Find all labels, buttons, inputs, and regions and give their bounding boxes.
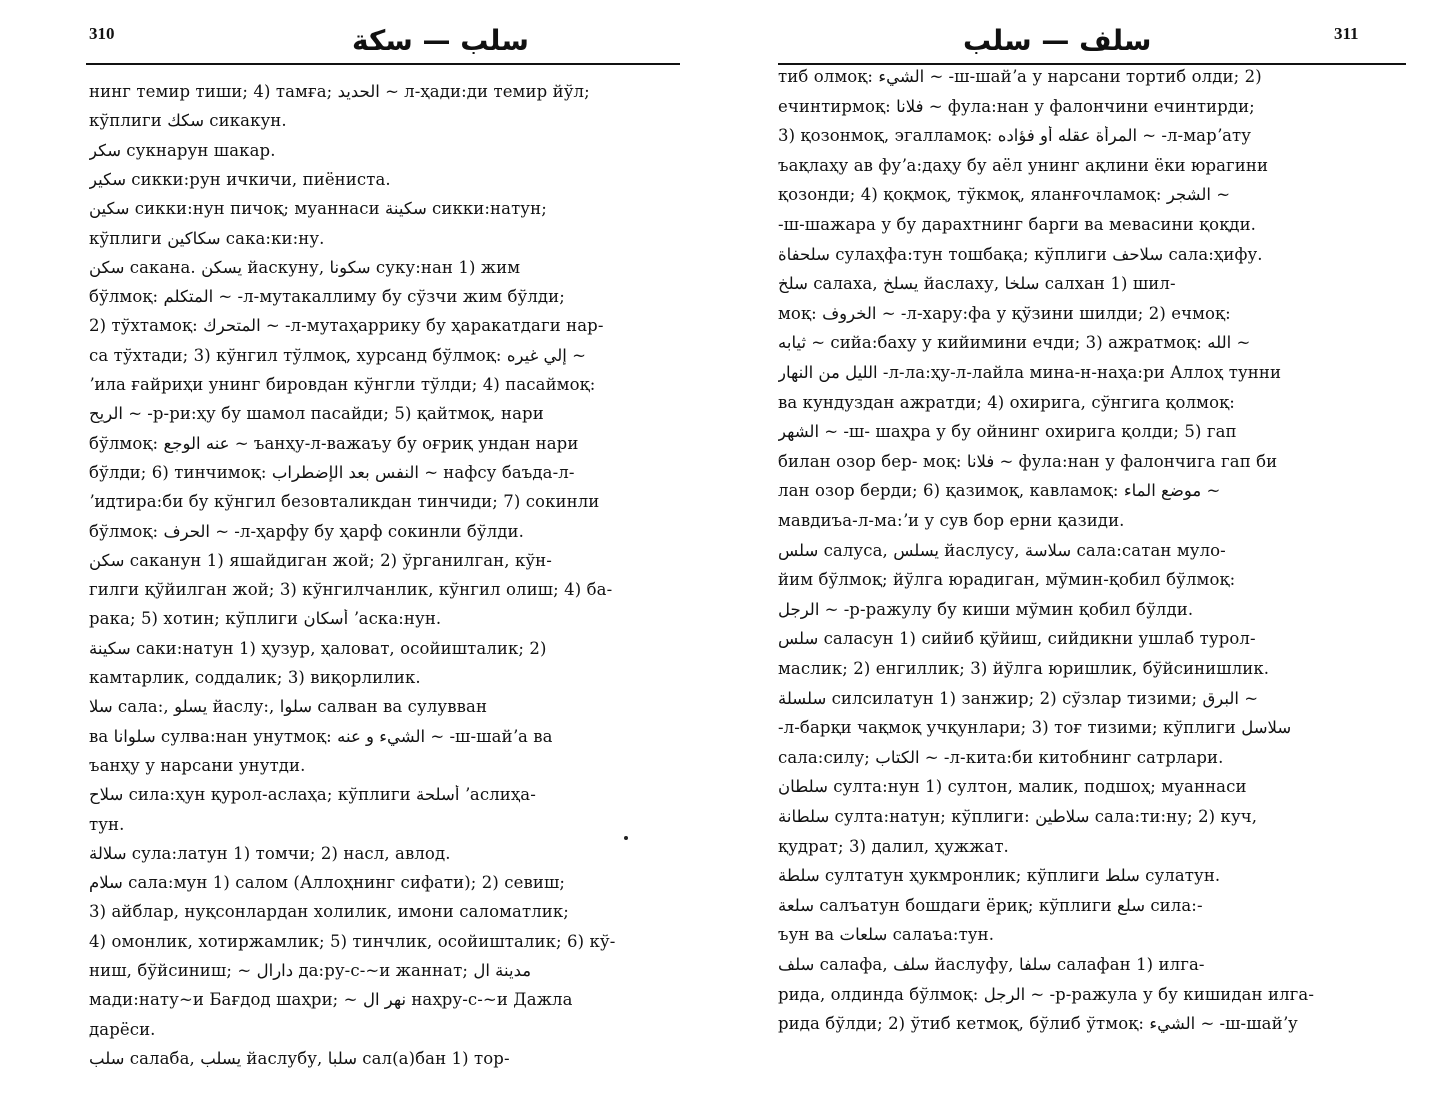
text-line: билан озор бер- моқ: فلانا ~ фула:нан у фалончига гап би bbox=[778, 451, 1278, 471]
text-line: дарёси. bbox=[89, 1019, 156, 1039]
text-line: سكينة саки:натун 1) ҳузур, ҳаловат, осойишталик; 2) bbox=[89, 638, 547, 658]
text-line: сала:силу; الكتاب ~ -л-кита:би китобнинг сатрлари. bbox=[778, 747, 1224, 767]
text-line: ъун ва سلعات салаъа:тун. bbox=[778, 925, 995, 945]
text-line: мавдиъа-л-ма:ʼи у сув бор ерни қазиди. bbox=[778, 511, 1125, 530]
text-line: سلعة салъатун бошдаги ёриқ; кўплиги سلع сила:- bbox=[778, 895, 1203, 915]
text-line: ъанҳу у нарсани унутди. bbox=[89, 755, 306, 775]
text-line: лан озор берди; 6) қазимоқ, кавламоқ: موضع الماء ~ bbox=[778, 481, 1221, 501]
text-line: سلس саласун 1) сийиб қўйиш, сийдикни ушлаб турол- bbox=[778, 629, 1256, 649]
text-line: камтарлик, соддалик; 3) виқорлилик. bbox=[89, 668, 421, 687]
text-line: са тўхтади; 3) кўнгил тўлмоқ, хурсанд бўлмоқ: إلي غيره ~ bbox=[89, 345, 586, 365]
text-column bbox=[778, 67, 1408, 1097]
text-line: маслик; 2) енгиллик; 3) йўлга юришлик, бўйсинишлик. bbox=[778, 659, 1270, 678]
text-line: الشهر ~ -ш- шаҳра у бу ойнинг охирига қолди; 5) гап bbox=[778, 422, 1237, 442]
text-line: سكير сикки:рун ичкичи, пиёниста. bbox=[89, 169, 391, 189]
text-line: ва سلوانا сулва:нан унутмоқ: الشيء و عنه ~ -ш-шайʼа ва bbox=[89, 726, 553, 746]
text-line: سلطانة султа:натун; кўплиги: سلاطين сала:ти:ну; 2) куч, bbox=[778, 807, 1258, 826]
text-line: سكين сикки:нун пичоқ; муаннаси سكينة сикки:натун; bbox=[89, 199, 547, 219]
page-number: 311 bbox=[1334, 24, 1359, 43]
text-line: سلطان султа:нун 1) султон, малик, подшоҳ; муаннаси bbox=[778, 777, 1247, 797]
text-line: 3) айблар, нуқсонлардан холилик, имони саломатлик; bbox=[89, 902, 569, 922]
text-line: سلف салафа, سلف йаслуфу, سلفا салафан 1) илга- bbox=[778, 955, 1205, 974]
running-head: سلب — سكة bbox=[352, 24, 529, 57]
text-line: 3) қозонмоқ, эгалламоқ: المرأة عقله أو فؤاده ~ -л-марʼату bbox=[778, 126, 1252, 146]
text-line: нинг темир тиши; 4) тамға; الحديد ~ л-ҳади:ди темир йўл; bbox=[89, 82, 590, 101]
ink-speck bbox=[624, 836, 628, 840]
text-line: الريح ~ -р-ри:ҳу бу шамол пасайди; 5) қайтмоқ, нари bbox=[89, 404, 544, 424]
text-line: الرجل ~ -р-ражулу бу киши мўмин қобил бўлди. bbox=[778, 599, 1194, 619]
text-line: ва кундуздан ажратди; 4) охирига, сўнгига қолмоқ: bbox=[778, 392, 1235, 412]
page-number: 310 bbox=[89, 24, 115, 43]
text-line: سلام сала:мун 1) салом (Аллоҳнинг сифати); 2) севиш; bbox=[89, 873, 566, 893]
text-column bbox=[89, 82, 677, 1092]
text-line: 2) тўхтамоқ: المتحرك ~ -л-мутаҳаррику бу ҳаракатдаги нар- bbox=[89, 316, 604, 336]
text-line: سلس салуса, يسلس йаслусу, سلاسة сала:сатан муло- bbox=[778, 540, 1226, 560]
text-line: سلالة сула:латун 1) томчи; 2) насл, авлод. bbox=[89, 843, 451, 863]
text-line: سكر сукнарун шакар. bbox=[89, 140, 276, 160]
text-line: سكن сакана. يسكن йаскуну, سكونا суку:нан 1) жим bbox=[89, 257, 521, 277]
text-line: бўлмоқ: المتكلم ~ -л-мутакаллиму бу сўзчи жим бўлди; bbox=[89, 287, 565, 307]
text-line: سلسلة силсилатун 1) занжир; 2) сўзлар тизими; البرق ~ bbox=[778, 688, 1259, 708]
text-line: ъақлаҳу ав фуʼа:даҳу бу аёл унинг ақлини ёки юрагини bbox=[778, 155, 1269, 175]
text-line: қудрат; 3) далил, ҳужжат. bbox=[778, 836, 1009, 856]
text-line: سلا сала:, يسلو йаслу:, سلوا салван ва сулувван bbox=[89, 697, 488, 717]
text-line: қозонди; 4) қоқмоқ, тўкмоқ, яланғочламоқ: الشجر ~ bbox=[778, 185, 1231, 205]
text-line: 4) омонлик, хотиржамлик; 5) тинчлик, осойишталик; 6) кў- bbox=[89, 931, 616, 951]
text-line: гилги қўйилган жой; 3) кўнгилчанлик, кўнгил олиш; 4) ба- bbox=[89, 580, 613, 600]
text-line: мади:нату~и Бағдод шаҳри; ~ نهر ال наҳру-с-~и Дажла bbox=[89, 990, 573, 1010]
text-line: سلطة султатун ҳукмронлик; кўплиги سلط сулатун. bbox=[778, 866, 1221, 886]
text-line: سلب салаба, يسلب йаслубу, سلبا сал(а)бан 1) тор- bbox=[89, 1048, 510, 1068]
text-line: الليل من النهار -л-ла:ҳу-л-лайла мина-н-наҳа:ри Аллоҳ тунни bbox=[778, 363, 1282, 382]
text-line: ʼила ғайриҳи унинг бировдан кўнгли тўлди; 4) пасаймоқ: bbox=[89, 375, 596, 394]
text-line: кўплиги سكاكين сака:ки:ну. bbox=[89, 228, 325, 248]
text-line: кўплиги سكك сикакун. bbox=[89, 111, 287, 131]
right-page bbox=[720, 0, 1440, 1114]
text-line: рида бўлди; 2) ўтиб кетмоқ, бўлиб ўтмоқ: الشيء ~ -ш-шайʼу bbox=[778, 1014, 1298, 1034]
header-rule bbox=[778, 63, 1406, 65]
text-line: тун. bbox=[89, 814, 125, 834]
text-line: -ш-шажара у бу дарахтнинг барги ва мевасини қоқди. bbox=[778, 215, 1257, 234]
text-line: моқ: الخروف ~ -л-хару:фа у қўзини шилди; 2) ечмоқ: bbox=[778, 303, 1231, 323]
text-line: -л-барқи чақмоқ учқунлари; 3) тоғ тизими; кўплиги سلاسل bbox=[778, 718, 1292, 738]
text-line: бўлди; 6) тинчимоқ: النفس بعد الإضطراب ~ нафсу баъда-л- bbox=[89, 462, 575, 482]
text-line: سكن саканун 1) яшайдиган жой; 2) ўрганилган, кўн- bbox=[89, 550, 552, 570]
text-line: ниш, бўйсиниш; ~ دارال да:ру-с-~и жаннат; مدينة ال bbox=[89, 961, 532, 980]
text-line: ечинтирмоқ: فلانا ~ фула:нан у фалончини ечинтирди; bbox=[778, 96, 1255, 116]
text-line: рида, олдинда бўлмоқ: الرجل ~ -р-ражула у бу кишидан илга- bbox=[778, 984, 1315, 1004]
header-rule bbox=[86, 63, 680, 65]
text-line: سلحفاة сулаҳфа:тун тошбақа; кўплиги سلاحف сала:ҳифу. bbox=[778, 244, 1263, 264]
text-line: бўлмоқ: الحرف ~ -л-ҳарфу бу ҳарф сокинли бўлди. bbox=[89, 521, 524, 541]
text-line: тиб олмоқ: الشيء ~ -ш-шайʼа у нарсани тортиб олди; 2) bbox=[778, 67, 1262, 86]
text-line: рака; 5) хотин; кўплиги أسكان ʼаска:нун. bbox=[89, 609, 442, 629]
running-head: سلف — سلب bbox=[963, 24, 1152, 57]
text-line: سلخ салаха, يسلخ йаслаху, سلخا салхан 1) шил- bbox=[778, 274, 1176, 294]
text-line: йим бўлмоқ; йўлга юрадиган, мўмин-қобил бўлмоқ: bbox=[778, 570, 1236, 590]
text-line: ʼидтира:би бу кўнгил безовталикдан тинчиди; 7) сокинли bbox=[89, 492, 600, 512]
text-line: бўлмоқ: عنه الوجع ~ ъанҳу-л-важаъу бу оғриқ ундан нари bbox=[89, 433, 579, 453]
text-line: سلاح сила:ҳун қурол-аслаҳа; кўплиги أسلحة ʼаслиҳа- bbox=[89, 785, 536, 805]
text-line: ثيابه ~ сийа:баху у кийимини ечди; 3) ажратмоқ: الله ~ bbox=[778, 333, 1251, 353]
